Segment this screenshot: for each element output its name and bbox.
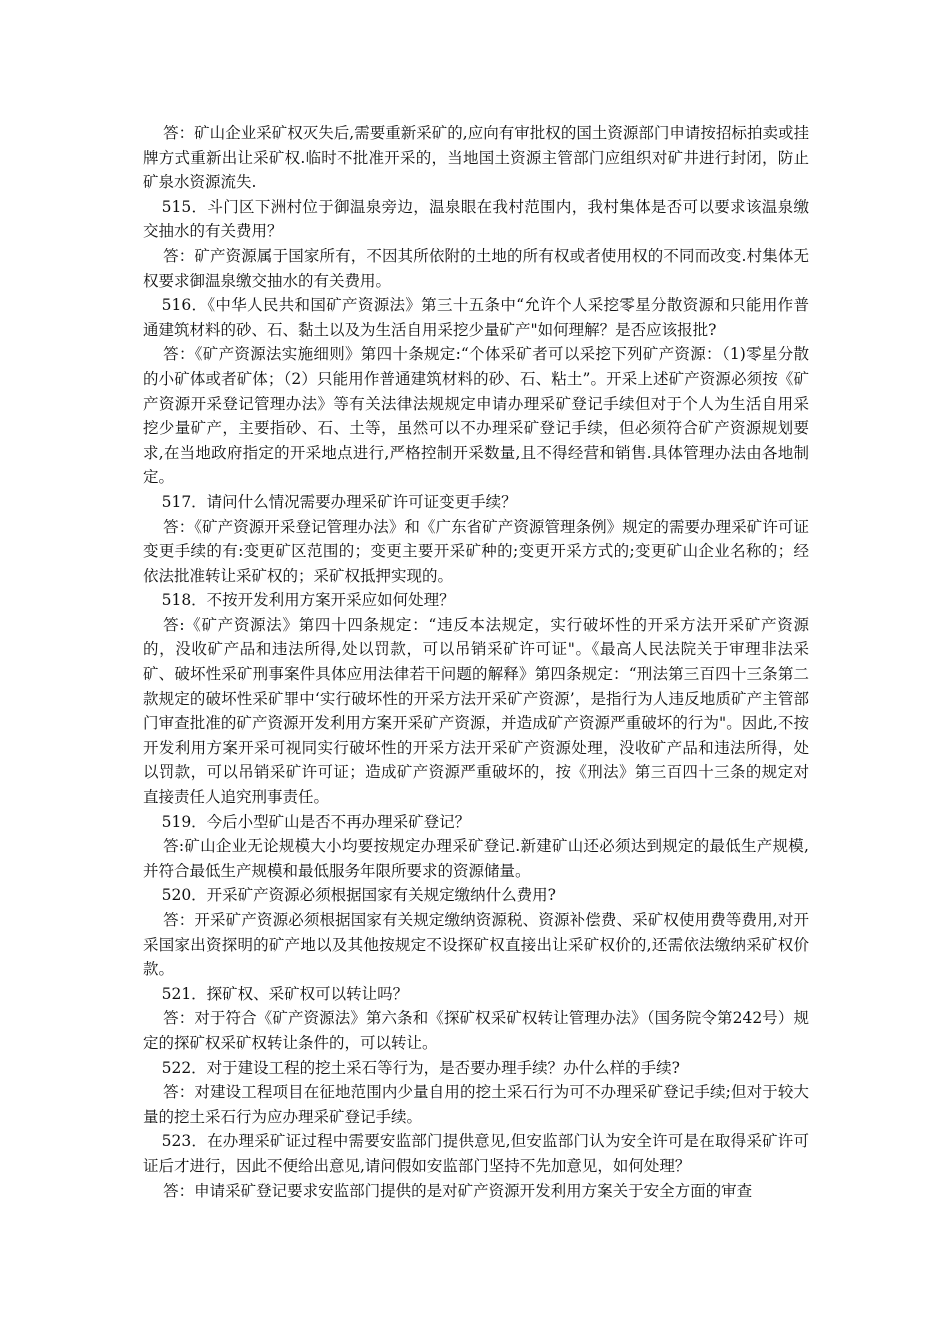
answer-paragraph: 答：矿山企业采矿权灭失后,需要重新采矿的,应向有审批权的国土资源部门申请按招标拍卖或挂牌方式重新出让采矿权.临时不批准开采的，当地国土资源主管部门应组织对矿井进行封闭，防止矿泉水资源流失. xyxy=(143,124,809,192)
answer-paragraph: 答：《矿产资源开采登记管理办法》和《广东省矿产资源管理条例》规定的需要办理采矿许可证变更手续的有:变更矿区范围的；变更主要开采矿种的;变更开采方式的;变更矿山企业名称的；经依法批准转让采矿权的；采矿权抵押实现的。 xyxy=(143,517,809,585)
answer-paragraph: 答：对建设工程项目在征地范围内少量自用的挖土采石行为可不办理采矿登记手续;但对于较大量的挖土采石行为应办理采矿登记手续。 xyxy=(143,1083,809,1126)
answer-paragraph: 答：矿产资源属于国家所有，不因其所依附的土地的所有权或者使用权的不同而改变.村集体无权要求御温泉缴交抽水的有关费用。 xyxy=(143,246,809,290)
document-page xyxy=(143,121,809,1203)
question-paragraph: 518．不按开发利用方案开采应如何处理？ xyxy=(161,591,455,610)
question-paragraph: 519．今后小型矿山是否不再办理采矿登记？ xyxy=(161,812,471,831)
question-paragraph: 522．对于建设工程的挖土采石等行为，是否要办理手续？办什么样的手续? xyxy=(161,1058,680,1077)
answer-paragraph: 答：申请采矿登记要求安监部门提供的是对矿产资源开发利用方案关于安全方面的审查 xyxy=(163,1181,753,1200)
question-paragraph: 523．在办理采矿证过程中需要安监部门提供意见,但安监部门认为安全许可是在取得采矿许可证后才进行，因此不便给出意见,请问假如安监部门坚持不先加意见，如何处理？ xyxy=(143,1132,809,1175)
answer-paragraph: 答:《矿产资源法》第四十四条规定：“违反本法规定，实行破坏性的开采方法开采矿产资源的，没收矿产品和违法所得,处以罚款，可以吊销采矿许可证"。《最高人民法院关于审理非法采矿、破坏性采矿刑事案件具体应用法律若干问题的解释》第四条规定：“刑法第三百四十三条第二款规定的破坏性采矿罪中‘实行破坏性的开采方法开采矿产资源’，是指行为人违反地质矿产主管部门审查批准的矿产资源开发利用方案开采矿产资源，并造成矿产资源严重破坏的行为"。因此,不按开发利用方案开采可视同实行破坏性的开采方法开采矿产资源处理，没收矿产品和违法所得，处以罚款，可以吊销采矿许可证；造成矿产资源严重破坏的，按《刑法》第三百四十三条的规定对直接责任人追究刑事责任。 xyxy=(143,615,809,807)
question-paragraph: 520．开采矿产资源必须根据国家有关规定缴纳什么费用? xyxy=(161,886,556,905)
answer-paragraph: 答：《矿产资源法实施细则》第四十条规定:“个体采矿者可以采挖下列矿产资源：（1)零星分散的小矿体或者矿体；（2）只能用作普通建筑材料的砂、石、粘土”。开采上述矿产资源必须按《矿产资源开采登记管理办法》等有关法律法规规定申请办理采矿登记手续但对于个人为生活自用采挖少量矿产，主要指砂、石、土等，虽然可以不办理采矿登记手续，但必须符合矿产资源规划要求,在当地政府指定的开采地点进行,严格控制开采数量,且不得经营和销售.具体管理办法由各地制定。 xyxy=(143,345,809,487)
answer-paragraph: 答：对于符合《矿产资源法》第六条和《探矿权采矿权转让管理办法》（国务院令第242号）规定的探矿权采矿权转让条件的，可以转让。 xyxy=(143,1009,809,1052)
question-paragraph: 517．请问什么情况需要办理采矿许可证变更手续？ xyxy=(161,492,517,511)
question-paragraph: 515．斗门区下洲村位于御温泉旁边，温泉眼在我村范围内，我村集体是否可以要求该温泉缴交抽水的有关费用？ xyxy=(143,197,809,241)
answer-paragraph: 答:矿山企业无论规模大小均要按规定办理采矿登记.新建矿山还必须达到规定的最低生产规模,并符合最低生产规模和最低服务年限所要求的资源储量。 xyxy=(143,837,809,880)
question-paragraph: 521．探矿权、采矿权可以转让吗？ xyxy=(161,984,409,1003)
answer-paragraph: 答：开采矿产资源必须根据国家有关规定缴纳资源税、资源补偿费、采矿权使用费等费用,对开采国家出资探明的矿产地以及其他按规定不设探矿权直接出让采矿权价的,还需依法缴纳采矿权价款。 xyxy=(143,911,809,979)
question-paragraph: 516．《中华人民共和国矿产资源法》第三十五条中“允许个人采挖零星分散资源和只能用作普通建筑材料的砂、石、黏土以及为生活自用采挖少量矿产"如何理解？是否应该报批? xyxy=(143,296,809,339)
